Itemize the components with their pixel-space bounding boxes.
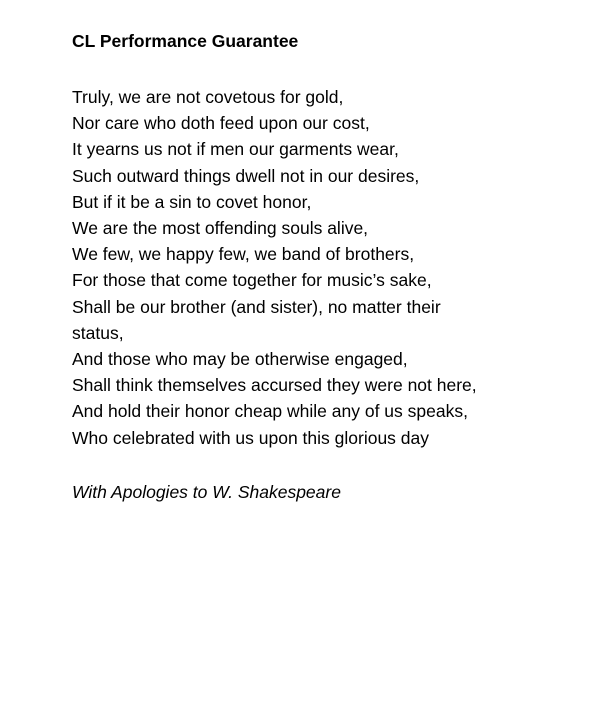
poem-line: Shall think themselves accursed they were not here, <box>72 375 477 396</box>
document-title: CL Performance Guarantee <box>72 31 299 51</box>
poem-line: Such outward things dwell not in our desires, <box>72 165 420 186</box>
poem-line: Who celebrated with us upon this glorious day <box>72 427 430 448</box>
poem-line: And those who may be otherwise engaged, <box>72 349 408 370</box>
poem-line: status, <box>72 322 124 343</box>
poem-line: It yearns us not if men our garments wear, <box>72 139 399 160</box>
poem-body <box>72 84 512 451</box>
attribution: With Apologies to W. Shakespeare <box>72 482 341 502</box>
poem-line: We are the most offending souls alive, <box>72 218 369 239</box>
poem-line: Truly, we are not covetous for gold, <box>72 87 344 107</box>
poem-line: Shall be our brother (and sister), no matter their <box>72 296 441 317</box>
poem-line: Nor care who doth feed upon our cost, <box>72 113 370 134</box>
poem-line: And hold their honor cheap while any of us speaks, <box>72 401 468 422</box>
poem-line: For those that come together for music’s sake, <box>72 270 432 291</box>
poem-line: But if it be a sin to covet honor, <box>72 191 312 212</box>
poem-line: We few, we happy few, we band of brothers, <box>72 244 415 265</box>
